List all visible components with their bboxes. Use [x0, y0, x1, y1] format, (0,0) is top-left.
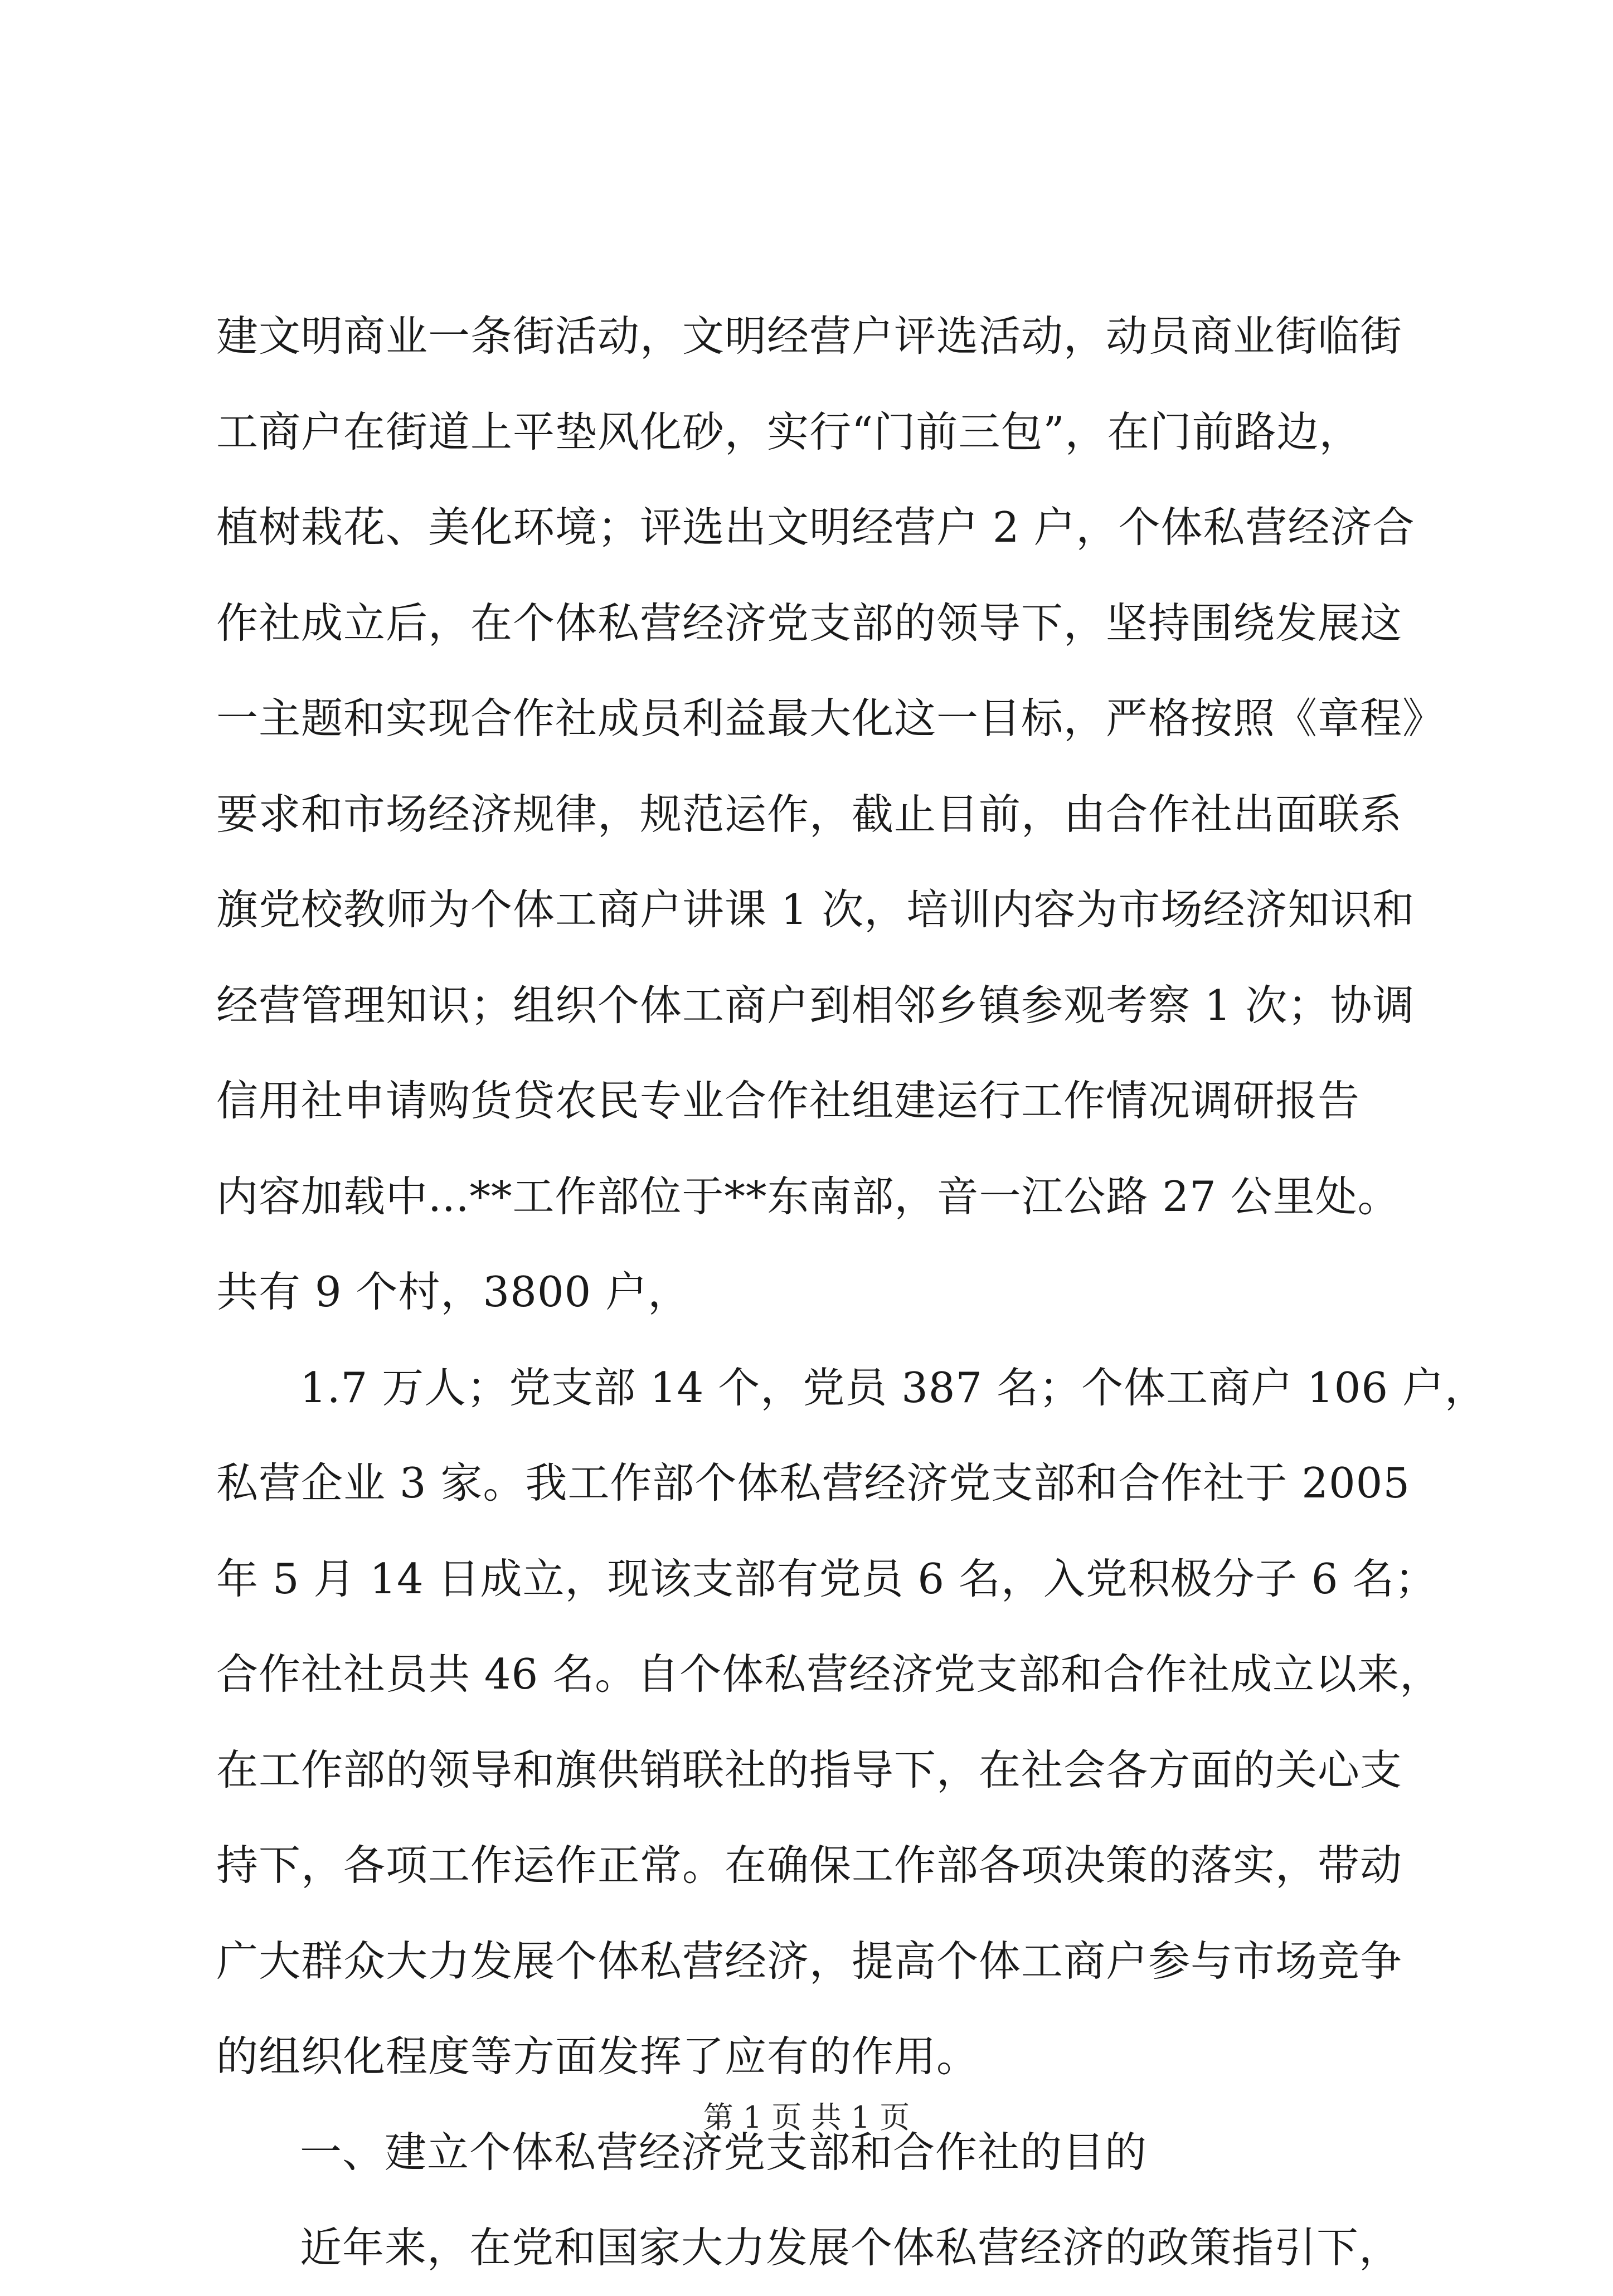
paragraph-start-line: 1.7 万人；党支部 14 个，党员 387 名；个体工商户 106 户， [300, 1363, 1487, 1412]
text-line: 建文明商业一条街活动，文明经营户评选活动，动员商业街临街 [216, 312, 1403, 361]
document-body [216, 289, 1487, 2296]
text-line: 在工作部的领导和旗供销联社的指导下，在社会各方面的关心支 [216, 1745, 1403, 1794]
section-heading: 一、建立个体私营经济党支部和合作社的目的 [300, 2127, 1148, 2177]
text-line: 经营管理知识；组织个体工商户到相邻乡镇参观考察 1 次；协调 [216, 980, 1415, 1030]
text-line: 内容加载中...**工作部位于**东南部，音一江公路 27 公里处。 [216, 1171, 1400, 1221]
text-line: 植树栽花、美化环境；评选出文明经营户 2 户，个体私营经济合 [216, 503, 1415, 552]
paragraph-start-line: 近年来，在党和国家大力发展个体私营经济的政策指引下， [300, 2223, 1402, 2272]
page-footer: 第 1 页 共 1 页 [703, 2100, 910, 2135]
text-line: 年 5 月 14 日成立，现该支部有党员 6 名，入党积极分子 6 名； [216, 1554, 1437, 1603]
text-line: 广大群众大力发展个体私营经济，提高个体工商户参与市场竞争 [216, 1936, 1403, 1986]
text-line: 一主题和实现合作社成员利益最大化这一目标，严格按照《章程》 [216, 694, 1445, 743]
text-line: 作社成立后，在个体私营经济党支部的领导下，坚持围绕发展这 [216, 598, 1403, 648]
text-line: 的组织化程度等方面发挥了应有的作用。 [216, 2032, 979, 2081]
text-line: 要求和市场经济规律，规范运作，截止目前，由合作社出面联系 [216, 789, 1403, 839]
text-line: 共有 9 个村，3800 户， [216, 1267, 691, 1316]
text-line: 工商户在街道上平垫风化砂，实行“门前三包”，在门前路边， [216, 407, 1362, 456]
text-line: 合作社社员共 46 名。自个体私营经济党支部和合作社成立以来， [216, 1650, 1442, 1699]
text-line: 信用社申请购货贷农民专业合作社组建运行工作情况调研报告 [216, 1076, 1361, 1125]
text-line: 旗党校教师为个体工商户讲课 1 次，培训内容为市场经济知识和 [216, 885, 1415, 934]
text-line: 私营企业 3 家。我工作部个体私营经济党支部和合作社于 2005 [216, 1458, 1411, 1507]
text-line: 持下，各项工作运作正常。在确保工作部各项决策的落实，带动 [216, 1841, 1403, 1890]
